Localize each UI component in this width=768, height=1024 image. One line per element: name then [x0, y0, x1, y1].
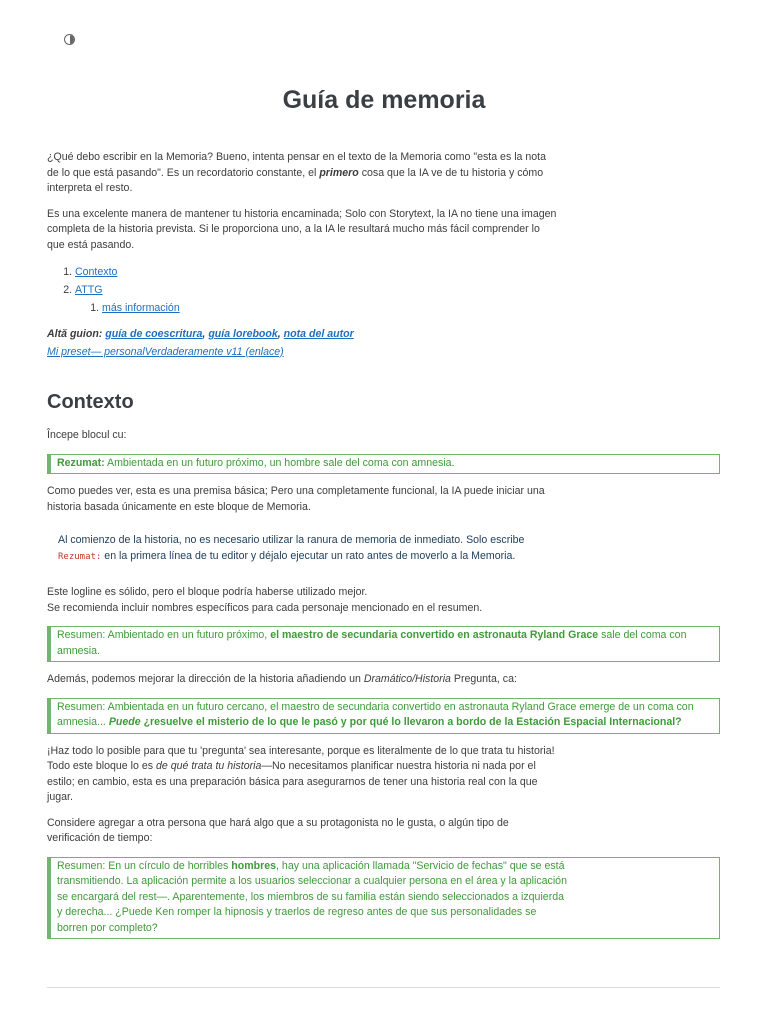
logline-paragraph	[47, 585, 720, 616]
article-body	[47, 150, 720, 949]
box-text: Resumen: En un círculo de horribles	[57, 859, 232, 872]
contrast-toggle-icon[interactable]	[64, 34, 75, 45]
toc-item	[75, 263, 720, 281]
divider	[47, 987, 720, 988]
separator: ,	[202, 328, 209, 340]
box-text: Resumen: Ambientada en un futuro cercano, el maestro de secundaria convertido en astronauta Ryland Grace emerge de un coma con amnesia...	[57, 700, 694, 728]
link-preset[interactable]: Mi preset— personalVerdaderamente v11 (enlace)	[47, 345, 284, 358]
example-box-2	[47, 626, 720, 662]
basic-premise-paragraph: Como puedes ver, esta es una premisa básica; Pero una completamente funcional, la IA puede iniciar una historia basada únicamente en este bloque de Memoria.	[47, 485, 545, 513]
question-text-2: Todo este bloque lo es	[47, 760, 156, 772]
improve-text: Además, podemos mejorar la dirección de la historia añadiendo un	[47, 673, 364, 685]
question-text-2-end: —No necesitamos planificar nuestra historia ni nada por el estilo; en cambio, esta es una preparación básica para asegurarnos de tener una historia real con la que jugar.	[47, 760, 538, 803]
inline-code: Rezumat:	[58, 551, 102, 562]
example-box-3	[47, 698, 720, 734]
question-emphasis: de qué trata tu historia	[155, 760, 262, 772]
box-bold-text: hombres	[231, 859, 277, 872]
improve-emphasis: Dramático/Historia	[363, 673, 451, 685]
intro-paragraph-1	[47, 150, 559, 197]
consider-paragraph: Considere agregar a otra persona que hará algo que a su protagonista no le gusta, o algún tipo de verificación de tiempo:	[47, 816, 509, 844]
box-bold-emphasis: Puede	[108, 716, 141, 728]
tip-note	[58, 533, 720, 565]
box-text: Ambientada en un futuro próximo, un hombre sale del coma con amnesia.	[104, 456, 455, 469]
alt-guides-line	[47, 327, 720, 343]
box-text: Resumen: Ambientado en un futuro próximo,	[57, 629, 271, 641]
improve-paragraph	[47, 672, 517, 688]
intro-text-end: cosa que la IA ve de tu historia y cómo interpreta el resto.	[47, 166, 544, 194]
separator: ,	[277, 328, 284, 340]
improve-text-end: Pregunta, ca:	[450, 673, 517, 685]
question-paragraph	[47, 744, 559, 806]
toc-item	[75, 281, 720, 317]
toc-link-attg[interactable]: ATTG	[75, 284, 103, 296]
section-heading-contexto: Contexto	[47, 391, 134, 413]
question-text-1: ¡Haz todo lo posible para que tu 'pregunta' sea interesante, porque es literalmente de lo que trata tu historia!	[47, 744, 555, 757]
logline-text-2: Se recomienda incluir nombres específicos para cada personaje mencionado en el resumen.	[47, 601, 483, 614]
intro-paragraph-2: Es una excelente manera de mantener tu historia encaminada; Solo con Storytext, la IA no tiene una imagen completa de la historia prevista. Si le proporciona uno, a la IA le resultará mucho más fácil comprender lo que está pasando.	[47, 207, 557, 251]
start-block-text: Începe blocul cu:	[47, 429, 127, 441]
note-text-end: en la primera línea de tu editor y déjalo ejecutar un rato antes de moverlo a la Memoria.	[101, 549, 516, 562]
box-label: Rezumat:	[57, 456, 105, 469]
alt-guides-label: Altă guion:	[47, 328, 103, 340]
page-title: Guía de memoria	[282, 86, 486, 114]
toc-link-mas-informacion[interactable]: más información	[102, 302, 180, 314]
box-text-end: , hay una aplicación llamada "Servicio de fechas" que se está transmitiendo. La aplicación permite a los usuarios seleccionar a cualquier persona en el área y la aplicación se encargará del rest—. Aparentemente, los miembros de su familia están siendo seleccionados a izquierda y derecha... ¿Puede Ken romper la hipnosis y traerlos de regreso antes de que sus personalidades se borren por completo?	[57, 859, 567, 934]
intro-text: ¿Qué debo escribir en la Memoria? Bueno, intenta pensar en el texto de la Memoria como "esta es la nota de lo que está pasando". Es un recordatorio constante, el	[47, 151, 546, 179]
box-text-end: sale del coma con amnesia.	[57, 629, 687, 657]
example-box-1	[47, 454, 720, 475]
toc-sublist	[75, 299, 720, 317]
link-coescritura[interactable]: guía de coescritura	[105, 328, 203, 340]
link-lorebook[interactable]: guía lorebook	[208, 328, 278, 340]
box-bold-text: el maestro de secundaria convertido en astronauta Ryland Grace	[270, 629, 599, 641]
table-of-contents	[47, 263, 720, 317]
preset-line	[47, 345, 720, 361]
intro-emphasis: primero	[319, 166, 359, 179]
box-bold-text: ¿resuelve el misterio de lo que le pasó y por qué lo llevaron a bordo de la Estación Espacial Internacional?	[140, 716, 682, 728]
example-box-4	[47, 857, 720, 940]
toc-subitem	[102, 299, 720, 317]
link-nota-autor[interactable]: nota del autor	[283, 328, 354, 340]
note-text: Al comienzo de la historia, no es necesario utilizar la ranura de memoria de inmediato. Solo escribe	[58, 534, 525, 546]
logline-text-1: Este logline es sólido, pero el bloque podría haberse utilizado mejor.	[47, 586, 368, 598]
toc-link-contexto[interactable]: Contexto	[75, 266, 118, 278]
